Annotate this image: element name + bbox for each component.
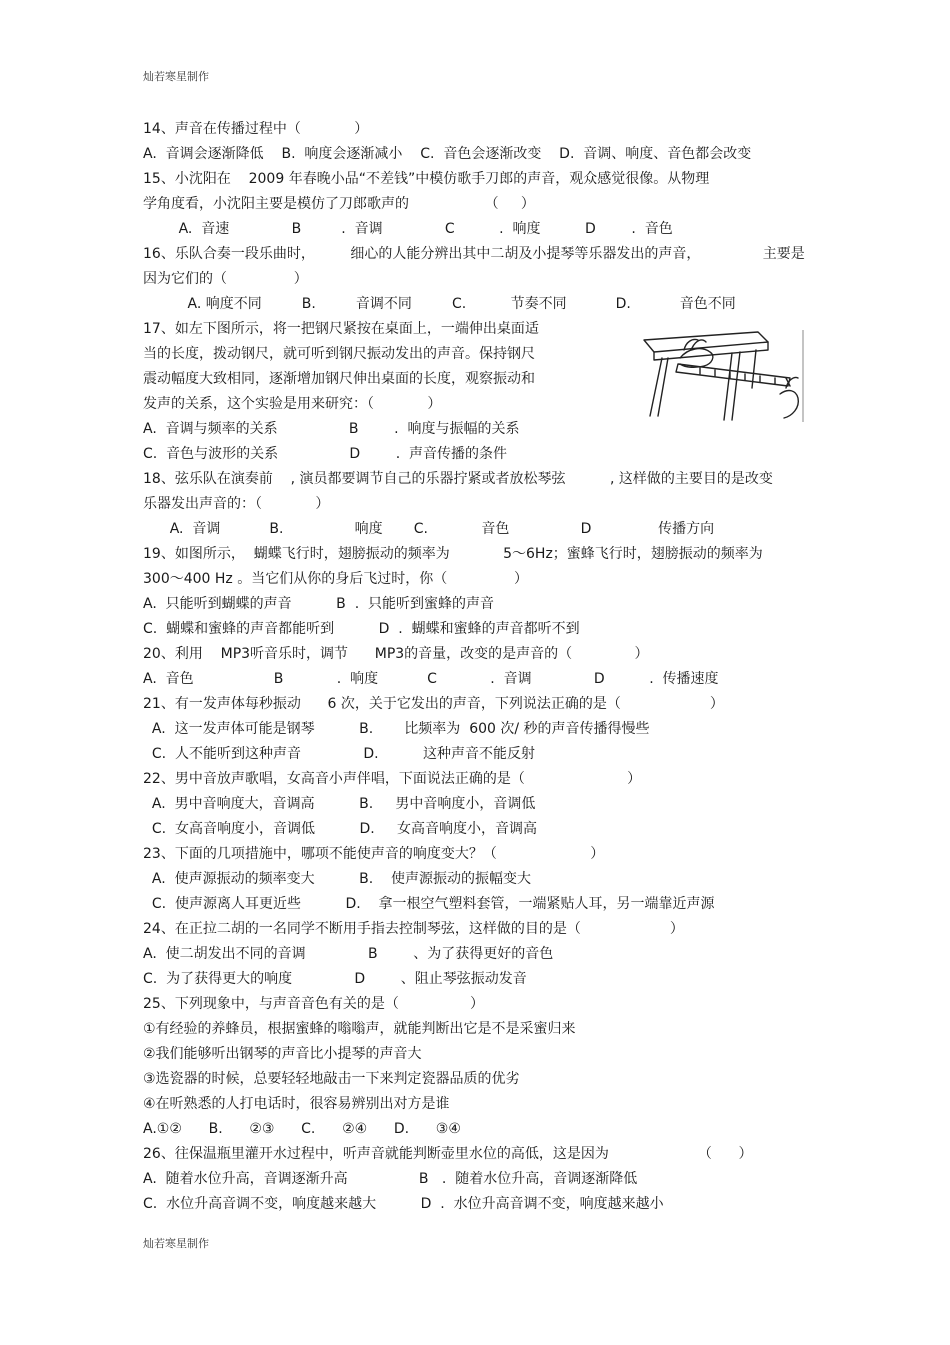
text-line: A. 音色 B . 响度 C . 音调 D . 传播速度 — [143, 671, 719, 687]
text-line: C. 为了获得更大的响度 D 、阻止琴弦振动发音 — [143, 971, 527, 987]
text-line: A.①② B. ②③ C. ②④ D. ③④ — [143, 1121, 461, 1137]
text-line: 14、声音在传播过程中（ ） — [143, 121, 369, 137]
text-line: C. 音色与波形的关系 D . 声音传播的条件 — [143, 446, 508, 462]
text-line: 23、下面的几项措施中，哪项不能使声音的响度变大？（ ） — [143, 846, 605, 862]
text-line: A. 响度不同 B. 音调不同 C. 节奏不同 D. 音色不同 — [143, 296, 736, 312]
text-line: ①有经验的养蜂员，根据蜜蜂的嗡嗡声，就能判断出它是不是采蜜归来 — [143, 1021, 576, 1037]
text-line: 25、下列现象中，与声音音色有关的是（ ） — [143, 996, 485, 1012]
text-line: A. 只能听到蝴蝶的声音 B . 只能听到蜜蜂的声音 — [143, 596, 495, 612]
text-line: C. 人不能听到这种声音 D. 这种声音不能反射 — [143, 746, 536, 762]
text-line: 震动幅度大致相同，逐渐增加钢尺伸出桌面的长度，观察振动和 — [143, 371, 535, 387]
text-line: 21、有一发声体每秒振动 6 次，关于它发出的声音，下列说法正确的是（ ） — [143, 696, 724, 712]
watermark-bottom: 灿若寒星制作 — [143, 1237, 209, 1250]
text-line: 因为它们的（ ） — [143, 271, 308, 287]
text-line: A. 这一发声体可能是钢琴 B. 比频率为 600 次/ 秒的声音传播得慢些 — [143, 721, 650, 737]
text-line: 17、如左下图所示，将一把钢尺紧按在桌面上，一端伸出桌面适 — [143, 321, 539, 337]
text-line: A. 音调 B. 响度 C. 音色 D 传播方向 — [143, 521, 715, 537]
text-line: 学角度看，小沈阳主要是模仿了刀郎歌声的 （ ） — [143, 196, 535, 212]
text-line: ④在听熟悉的人打电话时，很容易辨别出对方是谁 — [143, 1096, 450, 1112]
text-line: C. 蝴蝶和蜜蜂的声音都能听到 D . 蝴蝶和蜜蜂的声音都听不到 — [143, 621, 580, 637]
text-line: A. 随着水位升高，音调逐渐升高 B . 随着水位升高，音调逐渐降低 — [143, 1171, 638, 1187]
text-line: 20、利用 MP3听音乐时，调节 MP3的音量，改变的是声音的（ ） — [143, 646, 649, 662]
text-line: 15、小沈阳在 2009 年春晚小品“不差钱”中模仿歌手刀郎的声音，观众感觉很像。从物理 — [143, 171, 710, 187]
text-line: A. 男中音响度大，音调高 B. 男中音响度小，音调低 — [143, 796, 536, 812]
watermark-top: 灿若寒星制作 — [143, 70, 209, 83]
text-line: 18、弦乐队在演奏前 , 演员都要调节自己的乐器拧紧或者放松琴弦 , 这样做的主要目的是改变 — [143, 471, 773, 487]
text-line: 24、在正拉二胡的一名同学不断用手指去控制琴弦，这样做的目的是（ ） — [143, 921, 684, 937]
text-line: 发声的关系，这个实验是用来研究：（ ） — [143, 396, 442, 412]
text-line: ③选瓷器的时候，总要轻轻地敲击一下来判定瓷器品质的优劣 — [143, 1071, 520, 1087]
text-line: A. 音调会逐渐降低 B. 响度会逐渐减小 C. 音色会逐渐改变 D. 音调、响度、音色都会改变 — [143, 146, 752, 162]
text-line: A. 音速 B . 音调 C . 响度 D . 音色 — [143, 221, 673, 237]
text-line: C. 女高音响度小，音调低 D. 女高音响度小，音调高 — [143, 821, 538, 837]
text-line: A. 使声源振动的频率变大 B. 使声源振动的振幅变大 — [143, 871, 531, 887]
text-line: 16、乐队合奏一段乐曲时， 细心的人能分辨出其中二胡及小提琴等乐器发出的声音， 主要是 — [143, 246, 805, 262]
text-line: 19、如图所示， 蝴蝶飞行时，翅膀振动的频率为 5～6Hz；蜜蜂飞行时，翅膀振动的频率为 — [143, 546, 763, 562]
text-line: A. 使二胡发出不同的音调 B 、为了获得更好的音色 — [143, 946, 554, 962]
text-line: 26、往保温瓶里灌开水过程中，听声音就能判断壶里水位的高低，这是因为 （ ） — [143, 1146, 753, 1162]
text-line: C. 使声源离人耳更近些 D. 拿一根空气塑料套管，一端紧贴人耳，另一端靠近声源 — [143, 896, 715, 912]
text-line: A. 音调与频率的关系 B . 响度与振幅的关系 — [143, 421, 520, 437]
ruler-experiment-illustration — [640, 328, 805, 424]
text-line: 当的长度，拨动钢尺，就可听到钢尺振动发出的声音。保持钢尺 — [143, 346, 535, 362]
text-line: 乐器发出声音的：（ ） — [143, 496, 330, 512]
text-line: C. 水位升高音调不变，响度越来越大 D . 水位升高音调不变，响度越来越小 — [143, 1196, 664, 1212]
text-line: 22、男中音放声歌唱，女高音小声伴唱，下面说法正确的是（ ） — [143, 771, 642, 787]
text-line: ②我们能够听出钢琴的声音比小提琴的声音大 — [143, 1046, 422, 1062]
text-line: 300～400 Hz 。当它们从你的身后飞过时，你（ ） — [143, 571, 528, 587]
ruler-experiment-figure — [640, 328, 805, 424]
